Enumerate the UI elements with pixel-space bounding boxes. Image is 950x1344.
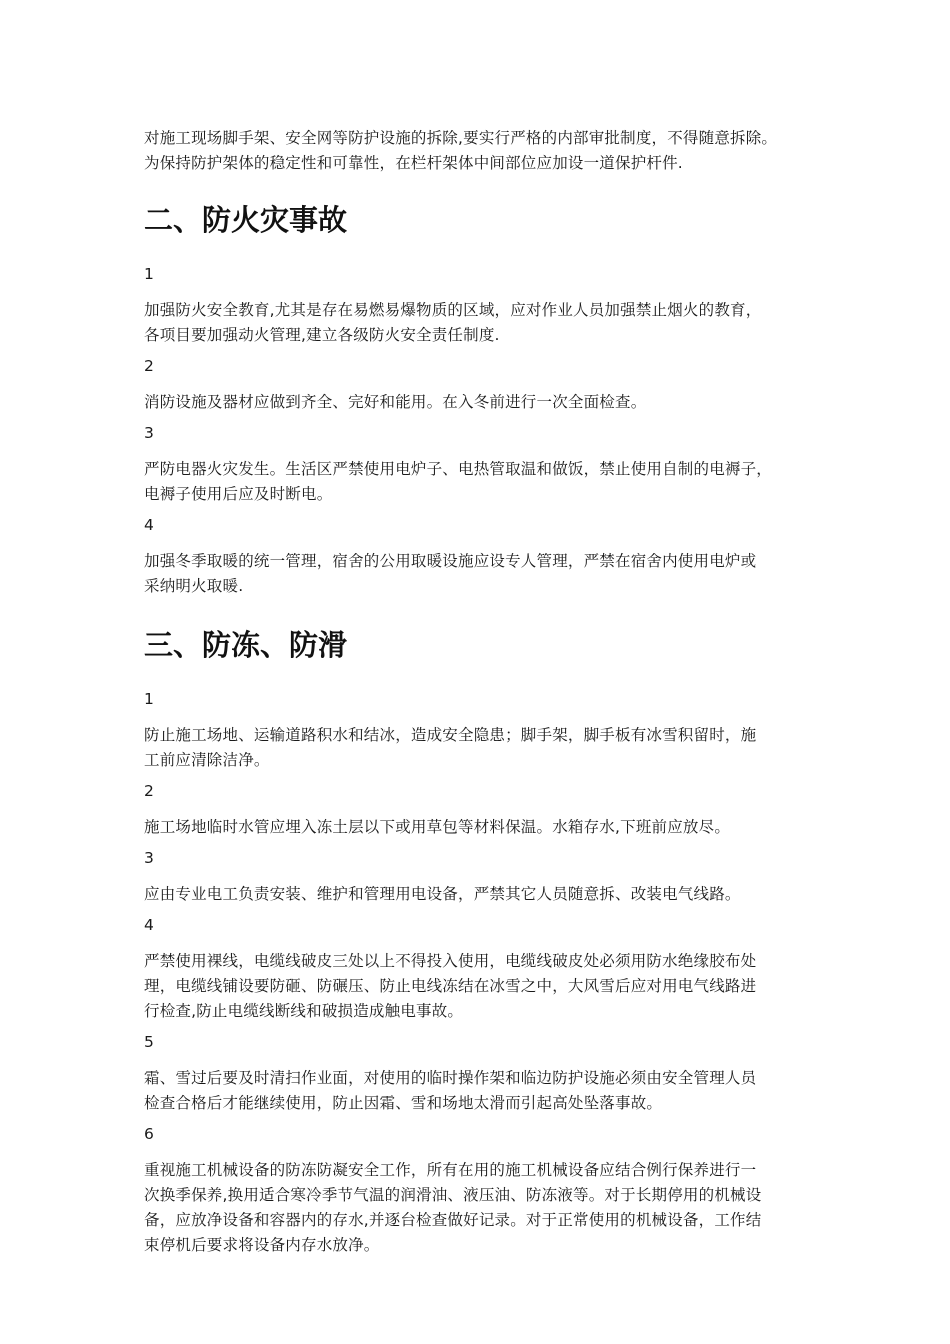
item-number: 3 xyxy=(144,424,154,442)
item-line: 消防设施及器材应做到齐全、完好和能用。在入冬前进行一次全面检查。 xyxy=(144,393,647,411)
intro-paragraph xyxy=(144,126,824,176)
item-text xyxy=(144,723,824,773)
item-line: 严禁使用裸线，电缆线破皮三处以上不得投入使用，电缆线破皮处必须用防水绝缘胶布处 xyxy=(144,952,757,970)
item-line: 检查合格后才能继续使用，防止因霜、雪和场地太滑而引起高处坠落事故。 xyxy=(144,1094,663,1112)
item-line: 施工场地临时水管应埋入冻土层以下或用草包等材料保温。水箱存水,下班前应放尽。 xyxy=(144,818,731,836)
item-line: 加强防火安全教育,尤其是存在易燃易爆物质的区域，应对作业人员加强禁止烟火的教育， xyxy=(144,301,762,319)
section-fire xyxy=(144,200,824,599)
item-number: 1 xyxy=(144,690,154,708)
intro-line: 为保持防护架体的稳定性和可靠性，在栏杆架体中间部位应加设一道保护杆件. xyxy=(144,154,683,172)
item-line: 采纳明火取暖. xyxy=(144,577,244,595)
section-heading: 二、防火灾事故 xyxy=(144,203,348,237)
item-text xyxy=(144,457,824,507)
item-number: 1 xyxy=(144,265,154,283)
item-text xyxy=(144,1158,824,1258)
item-line: 电褥子使用后应及时断电。 xyxy=(144,485,333,503)
item-text xyxy=(144,949,824,1024)
item-number: 4 xyxy=(144,916,154,934)
item-line: 应由专业电工负责安装、维护和管理用电设备，严禁其它人员随意拆、改装电气线路。 xyxy=(144,885,741,903)
section-antifreeze xyxy=(144,625,824,1258)
item-number: 3 xyxy=(144,849,154,867)
item-line: 重视施工机械设备的防冻防凝安全工作，所有在用的施工机械设备应结合例行保养进行一 xyxy=(144,1161,757,1179)
item-text xyxy=(144,1066,824,1116)
item-text xyxy=(144,298,824,348)
item-line: 工前应清除洁净。 xyxy=(144,751,270,769)
section-heading: 三、防冻、防滑 xyxy=(144,628,348,662)
item-line: 备，应放净设备和容器内的存水,并逐台检查做好记录。对于正常使用的机械设备，工作结 xyxy=(144,1211,762,1229)
item-line: 加强冬季取暖的统一管理，宿舍的公用取暖设施应设专人管理，严禁在宿舍内使用电炉或 xyxy=(144,552,757,570)
intro-line: 对施工现场脚手架、安全网等防护设施的拆除,要实行严格的内部审批制度，不得随意拆除。 xyxy=(144,129,778,147)
item-text xyxy=(144,390,824,415)
item-line: 行检查,防止电缆线断线和破损造成触电事故。 xyxy=(144,1002,464,1020)
item-line: 各项目要加强动火管理,建立各级防火安全责任制度. xyxy=(144,326,500,344)
item-text xyxy=(144,549,824,599)
item-line: 严防电器火灾发生。生活区严禁使用电炉子、电热管取温和做饭，禁止使用自制的电褥子， xyxy=(144,460,773,478)
item-line: 理，电缆线铺设要防砸、防碾压、防止电线冻结在冰雪之中，大风雪后应对用电气线路进 xyxy=(144,977,757,995)
item-text xyxy=(144,882,824,907)
item-line: 防止施工场地、运输道路积水和结冰，造成安全隐患；脚手架，脚手板有冰雪积留时，施 xyxy=(144,726,757,744)
document-page xyxy=(144,126,824,1284)
item-line: 霜、雪过后要及时清扫作业面，对使用的临时操作架和临边防护设施必须由安全管理人员 xyxy=(144,1069,757,1087)
item-number: 4 xyxy=(144,516,154,534)
item-number: 5 xyxy=(144,1033,154,1051)
item-line: 次换季保养,换用适合寒冷季节气温的润滑油、液压油、防冻液等。对于长期停用的机械设 xyxy=(144,1186,762,1204)
item-line: 束停机后要求将设备内存水放净。 xyxy=(144,1236,380,1254)
item-number: 2 xyxy=(144,357,154,375)
item-text xyxy=(144,815,824,840)
item-number: 2 xyxy=(144,782,154,800)
item-number: 6 xyxy=(144,1125,154,1143)
